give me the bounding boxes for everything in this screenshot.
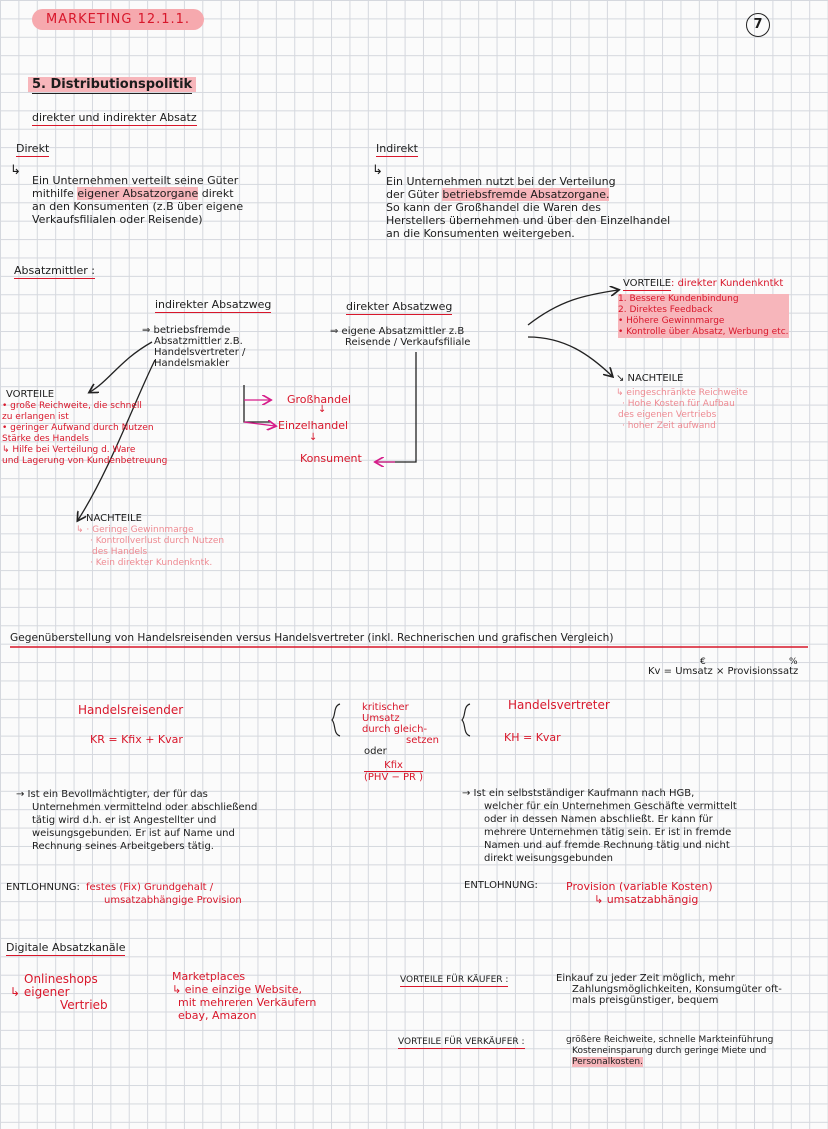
indirekt-text: Ein Unternehmen nutzt bei der Verteilung der Güter betriebsfremde Absatzorgane. So kann der Großhandel die Waren des Herstellers übernehmen und über den Einzelhandel an die Konsumenten weitergeben. — [386, 175, 671, 240]
handelsvertreter-formula: KH = Kvar — [504, 731, 561, 744]
handelsvertreter-description: → Ist ein selbstständiger Kaufmann nach HGB, welcher für ein Unternehmen Geschäfte vermittelt oder in dessen Namen abschließt. Er kann für mehrere Unternehmen tätig sein. Er ist in fremde Namen und auf fremde Rechnung tätig und nicht direkt weisungsgebunden — [462, 788, 737, 864]
chain-konsument: Konsument — [300, 452, 362, 465]
vorteile-indirekt-list: • große Reichweite, die schnell zu erlangen ist • geringer Aufwand durch Nutzen Stärke des Handels ↳ Hilfe bei Verteilung d. Ware und Lagerung von Kundenbetreuung — [2, 401, 168, 466]
arrow-to-vorteile-direkt — [528, 290, 618, 325]
vergleich-title: Gegenüberstellung von Handelsreisenden versus Handelsvertreter (inkl. Rechnerischen und grafischen Vergleich) — [10, 632, 614, 644]
nachteile-indirekt-title: NACHTEILE — [86, 513, 142, 524]
reisender-entlohnung-value: festes (Fix) Grundgehalt / umsatzabhängige Provision — [86, 882, 242, 906]
vorteile-direkt-list: 1. Bessere Kundenbindung 2. Direktes Feedback • Höhere Gewinnmarge • Kontrolle über Absatz, Werbung etc. — [618, 294, 789, 337]
chain-grosshandel: Großhandel — [287, 393, 351, 406]
chain-arrow-icon: ↓ — [318, 404, 327, 415]
chain-einzelhandel: Einzelhandel — [278, 419, 349, 432]
oder-label: oder — [364, 746, 387, 757]
section-subtitle: direkter und indirekter Absatz — [32, 111, 197, 124]
vorteile-kaeufer-label: VORTEILE FÜR KÄUFER : — [400, 975, 509, 985]
direkt-heading: Direkt — [16, 142, 50, 155]
vertreter-entlohnung-label: ENTLOHNUNG: — [464, 880, 538, 891]
vorteile-indirekt-title: VORTEILE — [6, 389, 55, 400]
vorteile-kaeufer-text: Einkauf zu jeder Zeit möglich, mehr Zahlungsmöglichkeiten, Konsumgüter oft- mals preisgünstiger, bequem — [556, 973, 782, 1006]
indirekter-absatzweg-text: ⇒ betriebsfremde Absatzmittler z.B. Handelsvertreter / Handelsmakler — [142, 325, 246, 369]
handelsreisender-description: → Ist ein Bevollmächtigter, der für das Unternehmen vermittelnd oder abschließend tätig wird d.h. er ist Angestellter und weisungsgebunden. Er ist auf Name und Rechnung seines Arbeitgebers tätig. — [16, 789, 258, 852]
direkter-absatzweg-text: ⇒ eigene Absatzmittler z.B Reisende / Verkaufsfiliale — [330, 326, 471, 348]
page-number-badge: 7 — [746, 13, 770, 37]
reisender-entlohnung-label: ENTLOHNUNG: — [6, 882, 80, 893]
brace-left — [332, 704, 340, 736]
nachteile-indirekt-list: ↳ · Geringe Gewinnmarge · Kontrollverlust durch Nutzen des Handels · Kein direkter Kundenkntk. — [76, 525, 225, 568]
arrow-to-nachteile-direkt — [528, 337, 612, 376]
section-title: 5. Distributionspolitik — [28, 77, 196, 92]
marketplaces: Marketplaces ↳ eine einzige Website, mit mehreren Verkäufern ebay, Amazon — [172, 970, 317, 1022]
kv-mark-euro: € — [700, 657, 706, 667]
handelsvertreter-heading: Handelsvertreter — [508, 698, 610, 712]
indirekt-arrow-icon: ↳ — [372, 163, 383, 178]
vertreter-entlohnung-value: Provision (variable Kosten) ↳ umsatzabhängig — [566, 880, 713, 906]
kritischer-umsatz-text: kritischer Umsatz durch gleich- setzen — [362, 702, 440, 746]
digital-title: Digitale Absatzkanäle — [6, 941, 126, 954]
nachteile-direkt-list: ↳ eingeschränkte Reichweite · Hohe Kosten für Aufbau des eigenen Vertriebs · hoher Zeit aufwand — [616, 388, 748, 431]
vorteile-verkaeufer-text: größere Reichweite, schnelle Markteinführung Kosteneinsparung durch geringe Miete und Personalkosten. — [566, 1035, 774, 1067]
kv-mark-percent: % — [789, 657, 798, 667]
handelsreisender-formula: KR = Kfix + Kvar — [90, 733, 183, 746]
direkter-absatzweg-heading: direkter Absatzweg — [346, 300, 453, 313]
kritischer-umsatz-fraction: $\frac{\text{Kfix}}{\text{(PHV − PR )}}$ — [364, 760, 424, 783]
handelsreisender-heading: Handelsreisender — [78, 703, 184, 717]
indirekter-absatzweg-heading: indirekter Absatzweg — [155, 298, 272, 311]
kv-formula: Kv = Umsatz × Provisionssatz — [648, 666, 799, 677]
line-direkt-to-konsument — [376, 352, 416, 462]
chain-arrow-icon: ↓ — [309, 432, 318, 443]
header-tag: MARKETING 12.1.1. — [32, 9, 204, 30]
direkt-arrow-icon: ↳ — [10, 163, 21, 178]
indirekt-heading: Indirekt — [376, 142, 418, 155]
bracket-grosshandel — [244, 385, 270, 422]
direkt-text: Ein Unternehmen verteilt seine Güter mithilfe eigener Absatzorgane direkt an den Konsumenten (z.B über eigene Verkaufsfilialen oder Reisende) — [32, 174, 244, 226]
brace-right — [462, 704, 470, 736]
vorteile-verkaeufer-label: VORTEILE FÜR VERKÄUFER : — [398, 1037, 525, 1047]
absatzmittler-title: Absatzmittler : — [14, 264, 96, 277]
nachteile-direkt-title: ↘ NACHTEILE — [616, 373, 684, 384]
onlineshops: Onlineshops ↳ eigener Vertrieb — [10, 972, 108, 1012]
vorteile-direkt-title: VORTEILE: direkter Kundenkntkt — [623, 278, 784, 289]
